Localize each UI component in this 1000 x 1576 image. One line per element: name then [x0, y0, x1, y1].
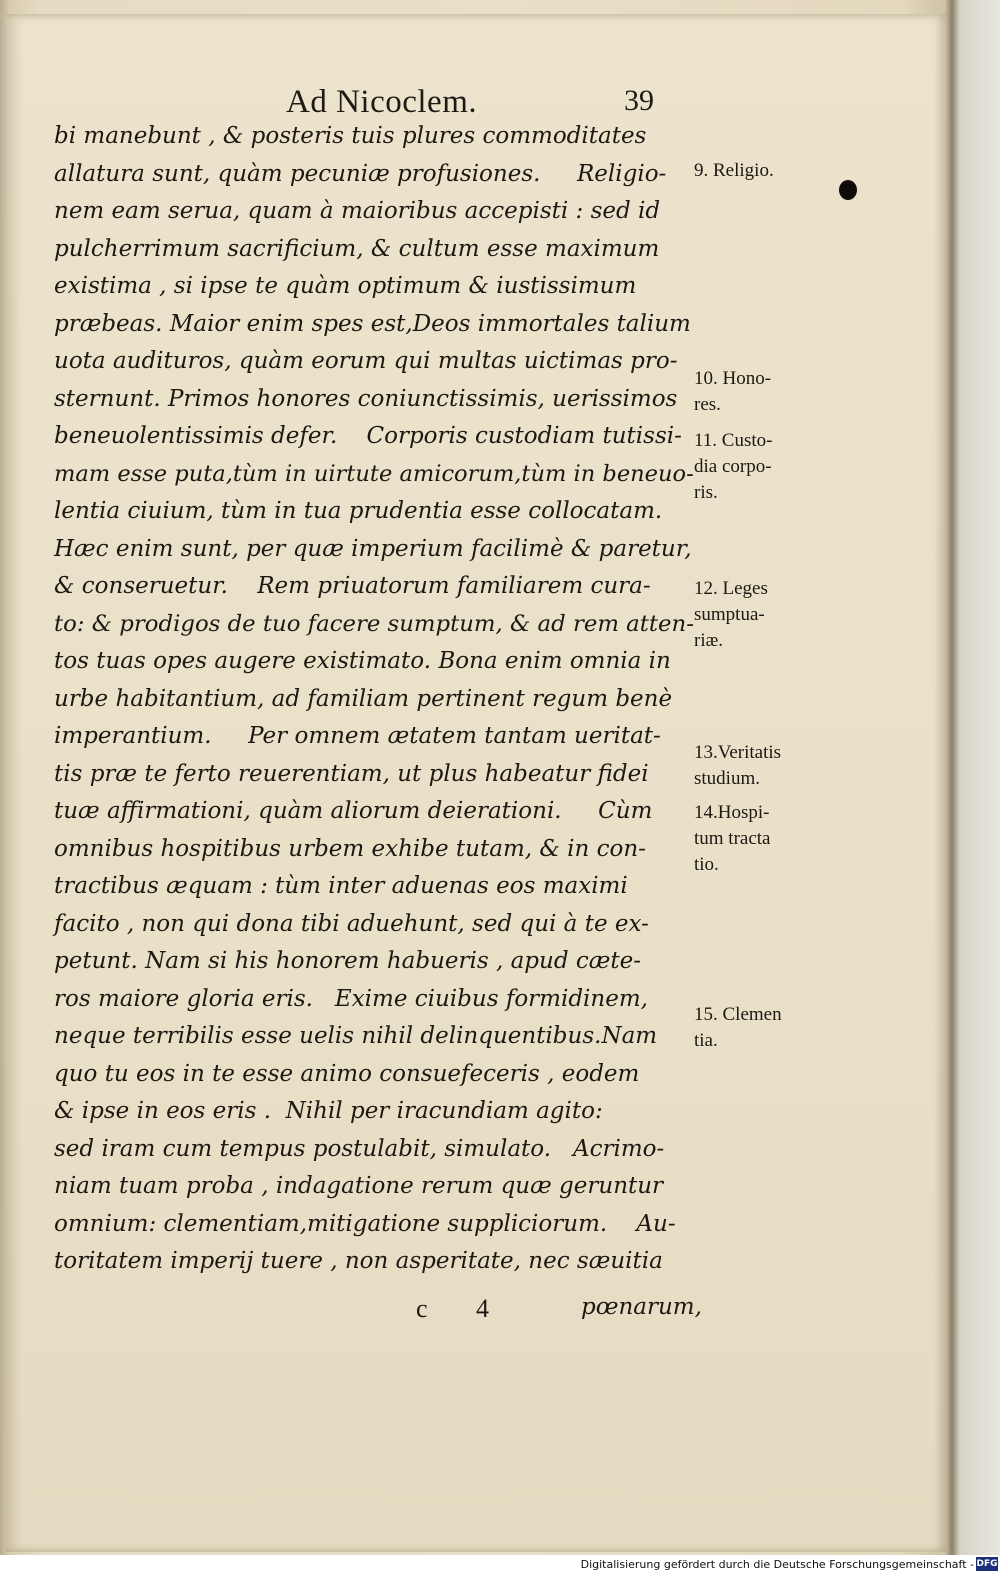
text-line: ros maiore gloria eris. Exime ciuibus formidinem, [54, 985, 648, 1012]
body-text [54, 118, 694, 1281]
margin-note-custodia [694, 428, 772, 506]
text-line: sed iram cum tempus postulabit, simulato. Acrimo- [54, 1135, 665, 1162]
margin-note-line: 15. Clemen [694, 1004, 782, 1025]
text-line: lentia ciuium, tùm in tua prudentia esse collocatam. [54, 498, 663, 524]
margin-note-line: tio. [694, 854, 719, 875]
text-line: tractibus æquam : tùm inter aduenas eos maximi [54, 873, 628, 899]
margin-note-veritatis [694, 740, 781, 792]
text-line: imperantium. Per omnem ætatem tantam ueritat- [54, 723, 661, 749]
margin-note-line: ris. [694, 482, 718, 503]
text-line: mam esse puta,tùm in uirtute amicorum,tùm in beneuo- [54, 460, 694, 487]
margin-note-line: 11. Custo- [694, 430, 773, 451]
text-line: pulcherrimum sacrificium, & cultum esse maximum [54, 235, 660, 262]
text-line: facito , non qui dona tibi aduehunt, sed qui à te ex- [54, 910, 649, 937]
margin-note-line: 9. Religio. [694, 160, 774, 181]
text-line: toritatem imperij tuere , non asperitate, nec sæuitia [54, 1248, 663, 1274]
page-number: 39 [624, 84, 654, 117]
margin-note-line: dia corpo- [694, 456, 772, 477]
signature-line [416, 1294, 716, 1334]
text-line: bi manebunt , & posteris tuis plures commoditates [54, 123, 647, 149]
text-line: urbe habitantium, ad familiam pertinent regum benè [54, 685, 673, 712]
text-line: neque terribilis esse uelis nihil delinquentibus.Nam [54, 1023, 658, 1049]
margin-note-line: tia. [694, 1030, 718, 1051]
margin-note-clementia [694, 1002, 782, 1054]
margin-notes [694, 118, 844, 1318]
digitization-footer [0, 1555, 1000, 1576]
text-line: omnibus hospitibus urbem exhibe tutam, & in con- [54, 835, 646, 862]
margin-note-leges [694, 576, 768, 654]
text-line: niam tuam proba , indagatione rerum quæ geruntur [54, 1173, 664, 1199]
dfg-logo: DFG [976, 1559, 998, 1569]
text-line: & ipse in eos eris . Nihil per iracundiam agito: [54, 1098, 603, 1124]
signature-mark: c [416, 1294, 428, 1323]
margin-note-line: 12. Leges [694, 578, 768, 599]
margin-note-line: 10. Hono- [694, 368, 772, 389]
funding-credit: Digitalisierung gefördert durch die Deutsche Forschungsgemeinschaft - [580, 1558, 974, 1571]
text-line: omnium: clementiam,mitigatione suppliciorum. Au- [54, 1210, 676, 1237]
running-head: Ad Nicoclem. [286, 84, 478, 120]
ink-blot [839, 180, 857, 200]
text-line: uota audituros, quàm eorum qui multas uictimas pro- [54, 348, 678, 374]
margin-note-line: tum tracta [694, 828, 771, 849]
text-line: tuæ affirmationi, quàm aliorum deierationi. Cùm [54, 798, 653, 824]
margin-note-line: 14.Hospi- [694, 802, 770, 823]
margin-note-line: res. [694, 394, 721, 415]
margin-note-religio [694, 158, 774, 184]
text-line: allatura sunt, quàm pecuniæ profusiones. Religio- [54, 160, 667, 187]
text-line: nem eam serua, quam à maioribus accepisti : sed id [54, 198, 661, 224]
margin-note-line: 13.Veritatis [694, 742, 782, 763]
margin-note-line: riæ. [694, 630, 724, 651]
text-line: tis præ te ferto reuerentiam, ut plus habeatur fidei [54, 760, 649, 787]
margin-note-line: studium. [694, 768, 760, 789]
text-line: to: & prodigos de tuo facere sumptum, & ad rem atten- [54, 610, 694, 637]
catchword: pœnarum, [581, 1294, 702, 1320]
book-page [6, 14, 946, 1552]
text-line: Hæc enim sunt, per quæ imperium facilimè & paretur, [54, 535, 692, 562]
text-line: quo tu eos in te esse animo consuefeceris , eodem [54, 1060, 640, 1087]
margin-note-hospitum [694, 800, 771, 878]
text-line: beneuolentissimis defer. Corporis custodiam tutissi- [54, 423, 682, 449]
text-line: existima , si ipse te quàm optimum & iustissimum [54, 273, 637, 299]
text-line: tos tuas opes augere existimato. Bona enim omnia in [54, 648, 671, 674]
text-line: sternunt. Primos honores coniunctissimis, uerissimos [54, 385, 678, 412]
margin-note-honores [694, 366, 771, 418]
signature-number: 4 [476, 1294, 489, 1323]
text-line: præbeas. Maior enim spes est,Deos immortales talium [54, 310, 691, 337]
text-line: petunt. Nam si his honorem habueris , apud cæte- [54, 948, 641, 974]
text-line: & conseruetur. Rem priuatorum familiarem cura- [54, 573, 651, 599]
margin-note-line: sumptua- [694, 604, 765, 625]
